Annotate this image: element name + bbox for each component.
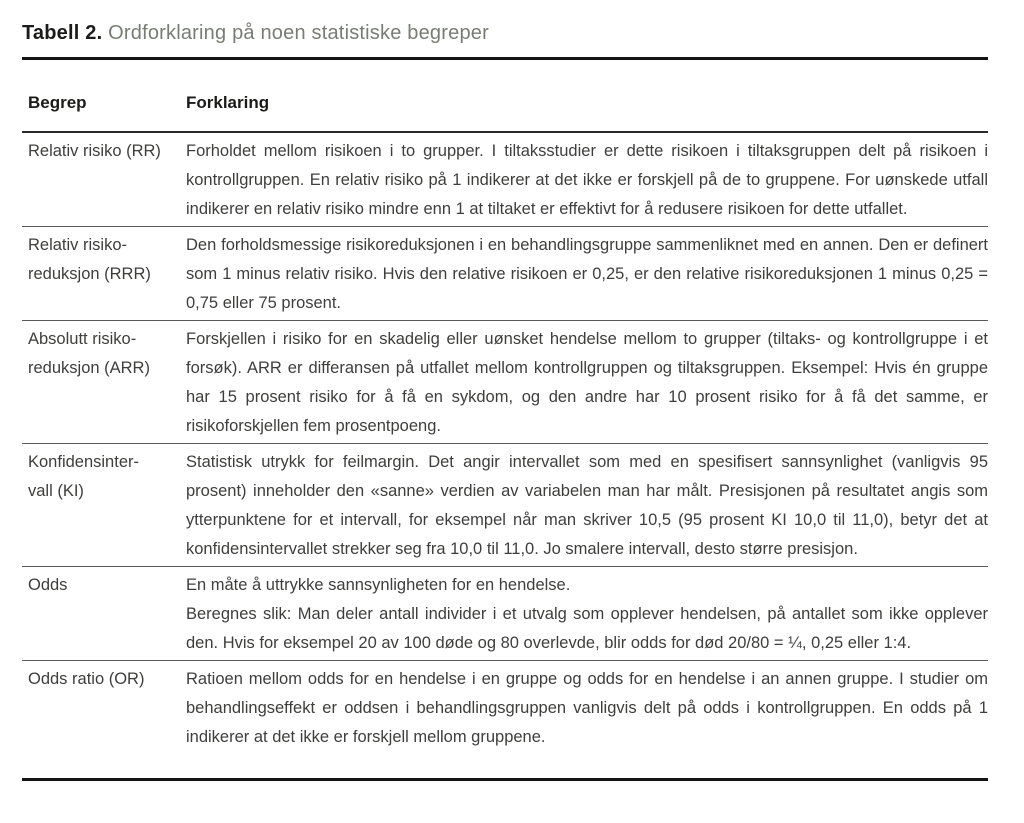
table-body (22, 133, 988, 778)
term-cell: Konfidensinter- vall (KI) (28, 453, 139, 500)
table-row (22, 227, 988, 321)
term-cell: Relativ risiko- reduksjon (RRR) (28, 236, 151, 283)
definition-paragraph: En måte å uttrykke sannsynligheten for en hendelse. (186, 576, 571, 594)
definition-paragraph: Beregnes slik: Man deler antall individer i et utvalg som opplever hendelsen, på antallet som ikke opplever den. Hvis for eksempel 20 av 100 døde og 80 overlevde, blir odds for død 20/80 = ¼, 0,25 eller 1:4. (186, 605, 988, 652)
definition-cell (186, 448, 988, 564)
table-caption-label: Tabell 2. (22, 22, 103, 44)
definition-paragraph: Den forholdsmessige risikoreduksjonen i en behandlingsgruppe sammenliknet med en annen. Den er definert som 1 minus relativ risiko. Hvis den relative risikoen er 0,25, er den relative risikoreduksjonen 1 minus 0,25 = 0,75 eller 75 prosent. (186, 236, 988, 312)
definition-cell (186, 231, 988, 318)
table-row (22, 661, 988, 778)
term-cell: Odds (28, 576, 68, 594)
table-header-row (22, 60, 988, 133)
definition-paragraph: Forholdet mellom risikoen i to grupper. I tiltaksstudier er dette risikoen i tiltaksgruppen delt på risikoen i kontrollgruppen. En relativ risiko på 1 indikerer at det ikke er forskjell på de to gruppene. For uønskede utfall indikerer en relativ risiko mindre enn 1 at tiltaket er effektivt for å redusere risikoen for dette utfallet. (186, 142, 988, 218)
table-row (22, 321, 988, 444)
definition-paragraph: Statistisk utrykk for feilmargin. Det angir intervallet som med en spesifisert sannsynlighet (vanligvis 95 prosent) inneholder den «sanne» verdien av variabelen man har målt. Presisjonen på resultatet angis som ytterpunktene for et intervall, for eksempel når man skriver 10,5 (95 prosent KI 10,0 til 11,0), betyr det at konfidensintervallet strekker seg fra 10,0 til 11,0. Jo smalere intervall, desto større presisjon. (186, 453, 988, 558)
table-row (22, 567, 988, 661)
definition-cell (186, 571, 988, 658)
definition-cell (186, 665, 988, 752)
term-cell: Absolutt risiko- reduksjon (ARR) (28, 330, 150, 377)
table-caption (22, 20, 988, 46)
term-cell: Odds ratio (OR) (28, 670, 145, 688)
bottom-rule (22, 778, 988, 781)
term-cell: Relativ risiko (RR) (28, 142, 161, 160)
definition-paragraph: Forskjellen i risiko for en skadelig eller uønsket hendelse mellom to grupper (tiltaks- og kontrollgruppe i et forsøk). ARR er differansen på utfallet mellom kontrollgruppen og tiltaksgruppen. Eksempel: Hvis én gruppe har 15 prosent risiko for å få en sykdom, og den andre har 10 prosent risiko for å få det samme, er risikoforskjellen fem prosentpoeng. (186, 330, 988, 435)
column-header-begrep: Begrep (28, 93, 87, 112)
table-row (22, 444, 988, 567)
column-header-forklaring: Forklaring (186, 93, 270, 112)
definition-paragraph: Ratioen mellom odds for en hendelse i en gruppe og odds for en hendelse i an annen gruppe. I studier om behandlingseffekt er oddsen i behandlingsgruppen vanligvis delt på odds i kontrollgruppen. En odds på 1 indikerer at det ikke er forskjell mellom gruppene. (186, 670, 988, 746)
definition-cell (186, 137, 988, 224)
table-caption-text: Ordforklaring på noen statistiske begreper (108, 22, 489, 44)
definition-cell (186, 325, 988, 441)
definition-table (22, 60, 988, 778)
table-row (22, 133, 988, 227)
